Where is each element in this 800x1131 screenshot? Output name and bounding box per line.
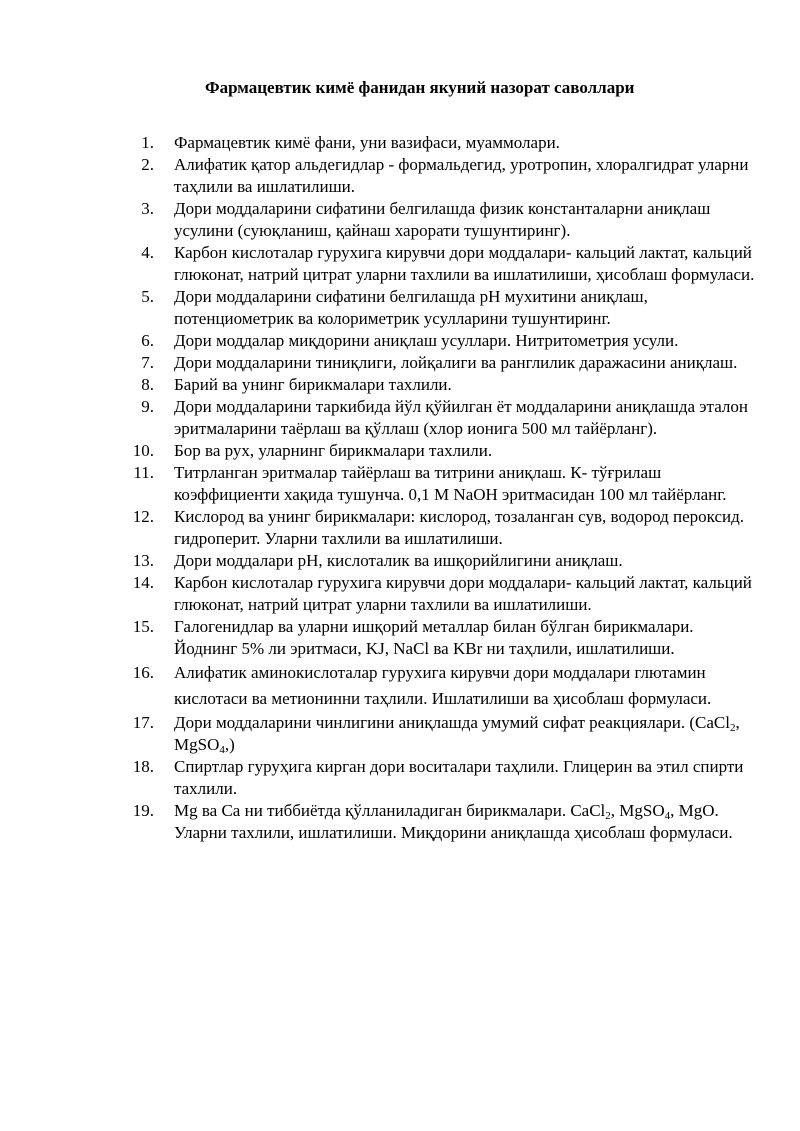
question-text: Кислород ва унинг бирикмалари: кислород, тозаланган сув, водород пероксид. гидроперит. Уларни тахлили ва ишлатилиши. (174, 507, 745, 548)
question-number: 5. (141, 287, 154, 306)
question-text: Дори моддаларини сифатини белгилашда рН мухитини аниқлаш, потенциометрик ва колориметрик усулларини тушунтиринг. (174, 287, 648, 328)
question-text: Дори моддаларини тиниқлиги, лойқалиги ва ранглилик даражасини аниқлаш. (174, 353, 738, 372)
question-text: Спиртлар гуруҳига кирган дори воситалари таҳлили. Глицерин ва этил спирти тахлили. (174, 757, 744, 798)
list-item (128, 440, 758, 462)
list-item (128, 242, 758, 286)
question-number: 19. (132, 801, 154, 820)
question-number: 14. (132, 573, 154, 592)
question-text-part: ,) (224, 735, 235, 754)
document-title: Фармацевтик кимё фанидан якуний назорат саволлари (205, 78, 635, 97)
subscript: 4 (664, 810, 671, 822)
question-number: 15. (132, 617, 154, 636)
question-text: Барий ва унинг бирикмалари тахлили. (174, 375, 452, 394)
question-text (174, 800, 758, 844)
subscript: 2 (605, 810, 611, 822)
list-item (128, 572, 758, 616)
question-number: 6. (141, 331, 154, 350)
question-number: 13. (132, 551, 154, 570)
list-item (128, 616, 758, 660)
question-number: 7. (141, 353, 154, 372)
list-item (128, 198, 758, 242)
question-text: Дори моддаларини сифатини белгилашда физик константаларни аниқлаш усулини (суюқланиш, қайнаш харорати тушунтиринг). (174, 199, 711, 240)
subscript: 2 (729, 722, 736, 734)
question-text: Алифатик қатор альдегидлар - формальдегид, уротропин, хлоралгидрат уларни таҳлили ва ишлатилиши. (174, 155, 749, 196)
question-number: 8. (141, 375, 154, 394)
list-item (128, 374, 758, 396)
list-item (128, 396, 758, 440)
question-number: 11. (133, 463, 154, 482)
list-item (128, 712, 758, 756)
question-number: 12. (132, 507, 154, 526)
question-text: Дори моддалар миқдорини аниқлаш усуллари. Нитритометрия усули. (174, 331, 679, 350)
question-number: 9. (141, 397, 154, 416)
question-number: 10. (132, 441, 154, 460)
list-item (128, 154, 758, 198)
question-number: 16. (132, 663, 154, 682)
question-text (174, 712, 758, 756)
question-text-part: Mg ва Ca ни тиббиётда қўлланиладиган бирикмалари. CaCl (174, 801, 606, 820)
questions-list (128, 132, 758, 844)
list-item (128, 550, 758, 572)
question-number: 18. (132, 757, 154, 776)
question-number: 4. (141, 243, 154, 262)
question-text: Карбон кислоталар гурухига кирувчи дори моддалари- кальций лактат, кальций глюконат, натрий цитрат уларни тахлили ва ишлатилиши. (174, 573, 752, 614)
question-text: Дори моддаларини таркибида йўл қўйилган ёт моддаларини аниқлашда эталон эритмаларини таёрлаш ва қўллаш (хлор ионига 500 мл тайёрланг). (174, 397, 748, 438)
question-text-part: , MgO. Уларни тахлили, ишлатилиши. Миқдорини аниқлашда ҳисоблаш формуласи. (174, 801, 733, 842)
list-item (128, 462, 758, 506)
question-text-part: Дори моддаларини чинлигини аниқлашда умумий сифат реакциялари. (CaCl (174, 713, 730, 732)
question-text: Бор ва рух, уларнинг бирикмалари тахлили. (174, 441, 493, 460)
list-item (128, 330, 758, 352)
list-item (128, 286, 758, 330)
question-text-part: , MgSO (174, 713, 740, 754)
question-number: 17. (132, 713, 154, 732)
question-text-part: , MgSO (610, 801, 665, 820)
question-text: Алифатик аминокислоталар гурухига кирувчи дори моддалари глютамин кислотаси ва метионинни таҳлили. Ишлатилиши ва ҳисоблаш формуласи. (174, 663, 712, 708)
list-item (128, 756, 758, 800)
question-number: 2. (141, 155, 154, 174)
question-text: Карбон кислоталар гурухига кирувчи дори моддалари- кальций лактат, кальций глюконат, натрий цитрат уларни тахлили ва ишлатилиши, ҳисоблаш формуласи. (174, 243, 755, 284)
list-item (128, 800, 758, 844)
question-text: Титрланган эритмалар тайёрлаш ва титрини аниқлаш. К- тўғрилаш коэффициенти хақида тушунча. 0,1 М NaOH эритмасидан 100 мл тайёрланг. (174, 463, 727, 504)
subscript: 4 (219, 744, 225, 756)
list-item (128, 660, 758, 712)
question-text: Галогенидлар ва уларни ишқорий металлар билан бўлган бирикмалари. Йоднинг 5% ли эритмаси, KJ, NaCl ва KBr ни таҳлили, ишлатилиши. (174, 617, 694, 658)
question-number: 3. (141, 199, 154, 218)
list-item (128, 132, 758, 154)
question-number: 1. (141, 133, 154, 152)
list-item (128, 506, 758, 550)
question-text: Фармацевтик кимё фани, уни вазифаси, муаммолари. (174, 133, 560, 152)
question-text: Дори моддалари рН, кислоталик ва ишқорийлигини аниқлаш. (174, 551, 623, 570)
list-item (128, 352, 758, 374)
